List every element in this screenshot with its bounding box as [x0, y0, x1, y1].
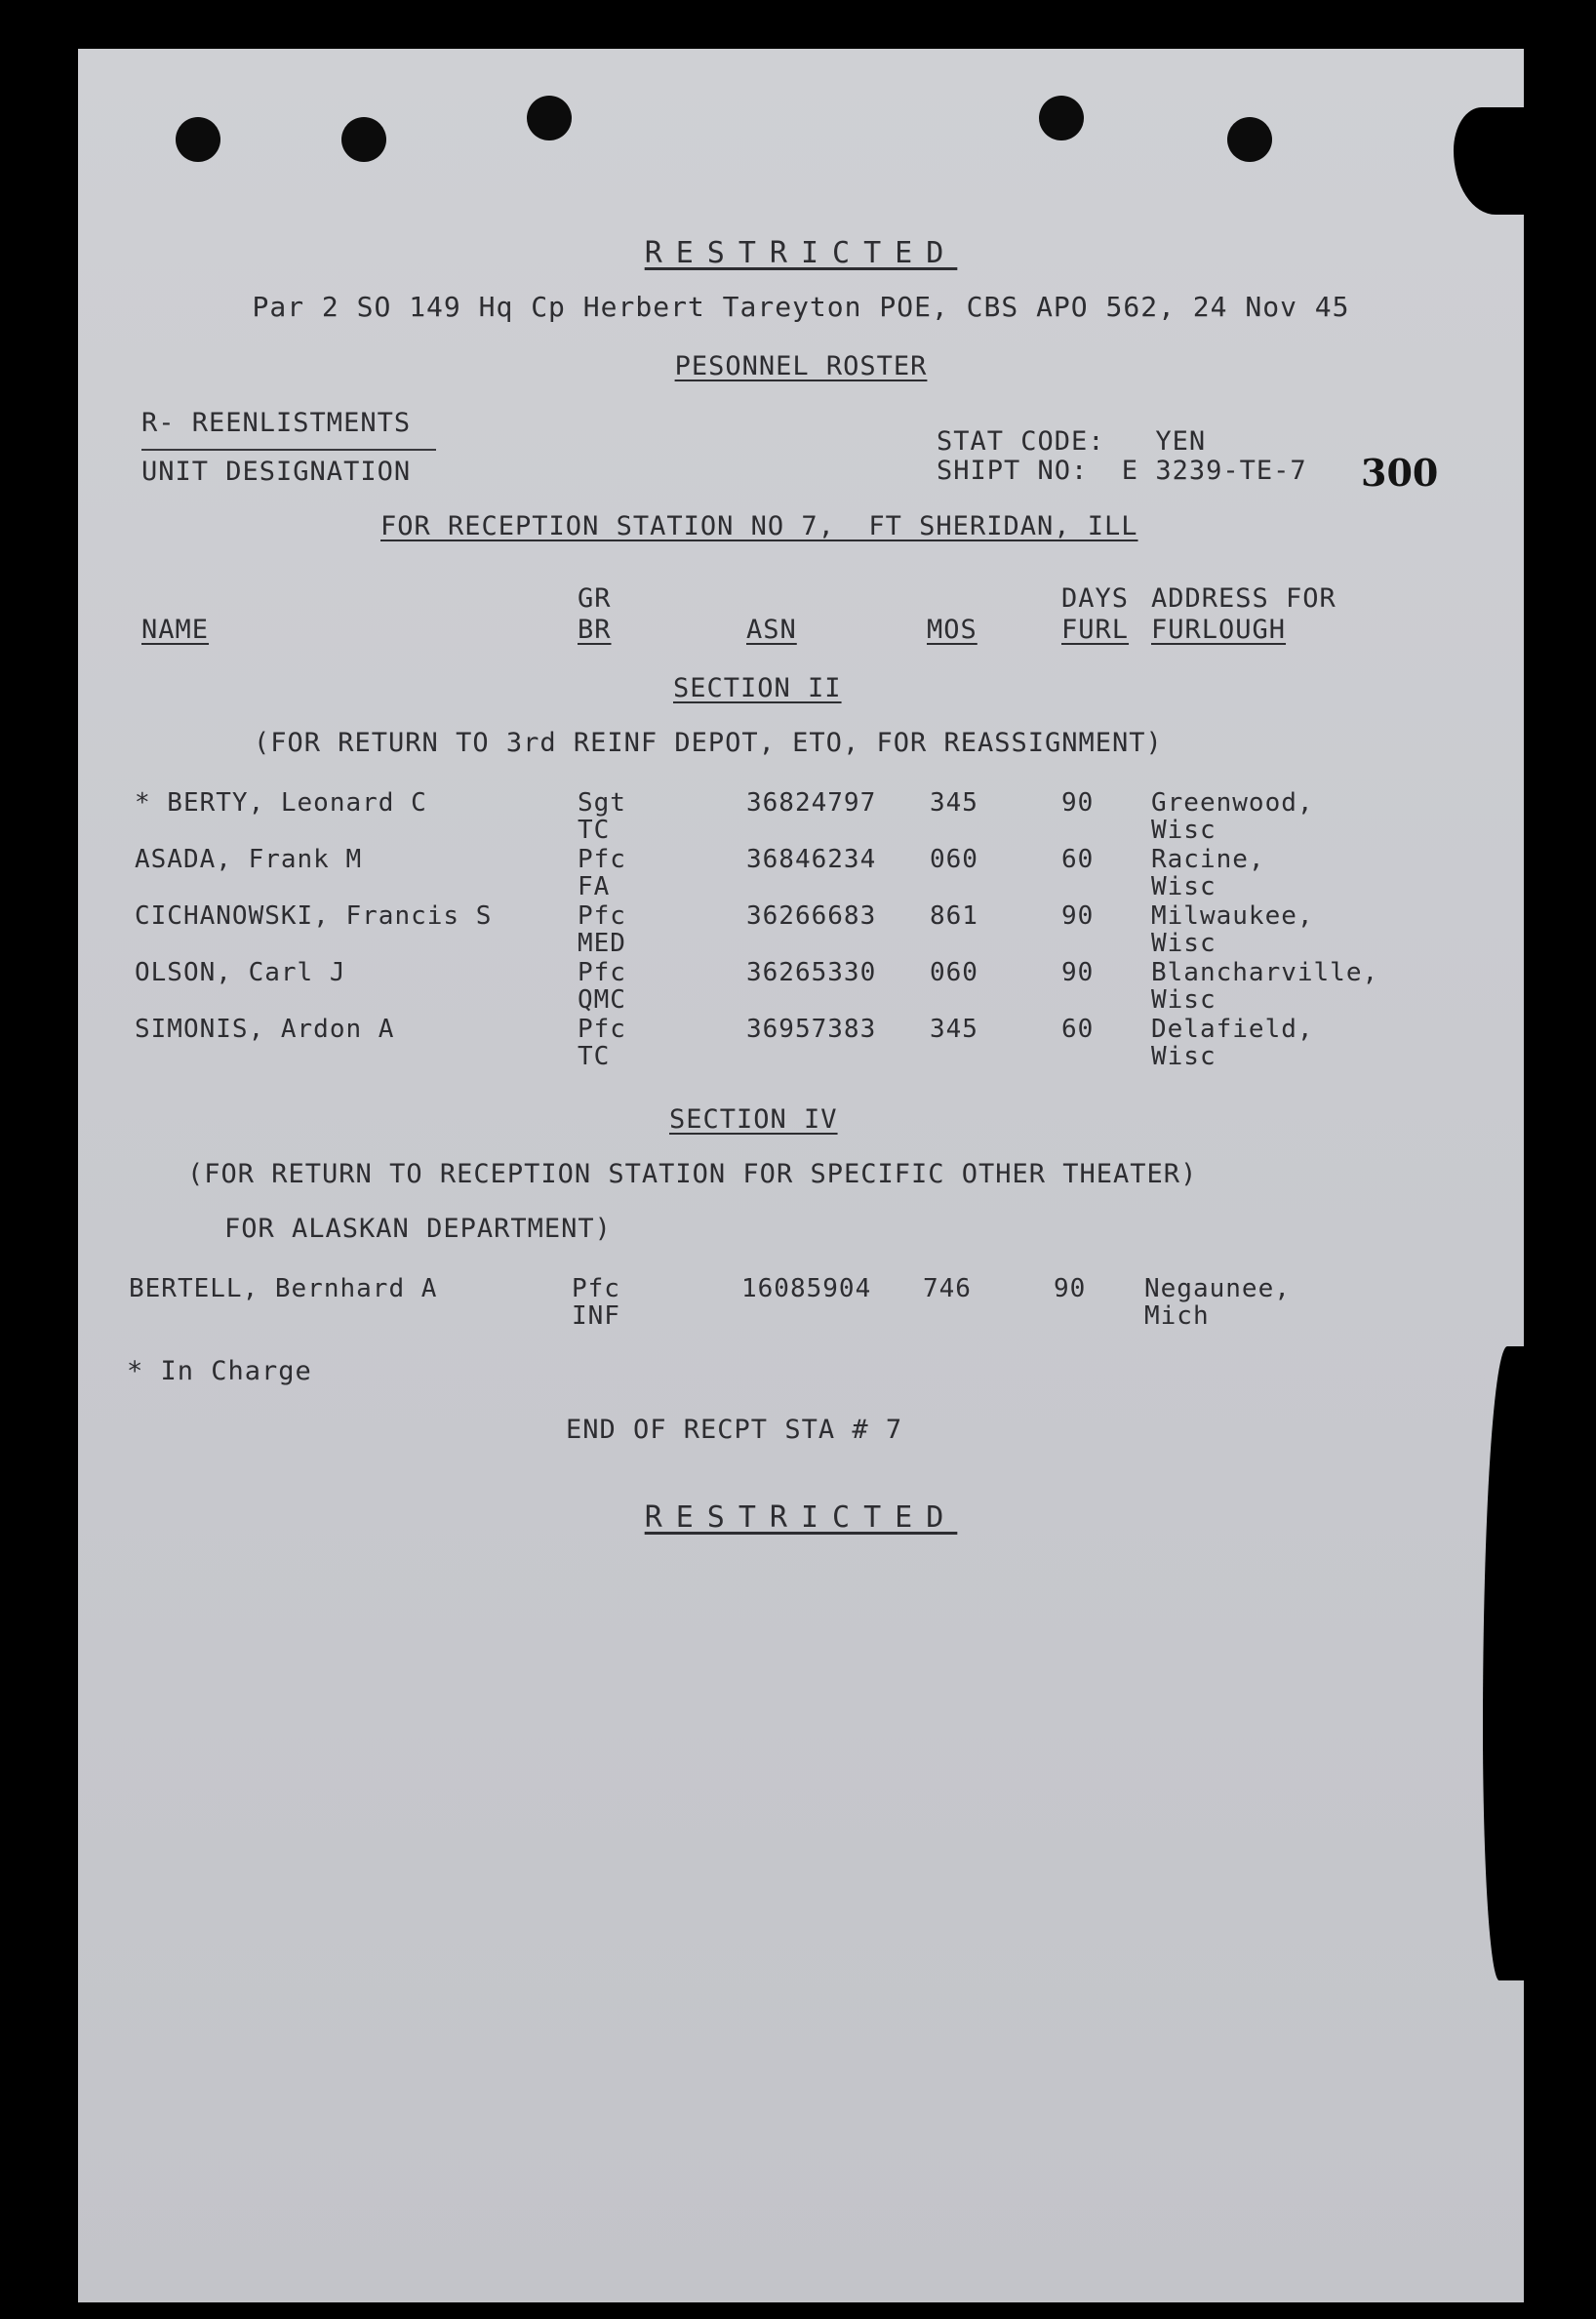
- unit-divider: [141, 449, 436, 451]
- row-branch: FA: [578, 872, 611, 901]
- row-grade: Pfc: [578, 958, 626, 987]
- row-name: BERTELL, Bernhard A: [129, 1274, 438, 1303]
- col-name: NAME: [141, 615, 210, 645]
- row-city: Milwaukee,: [1151, 901, 1314, 931]
- classification-footer: RESTRICTED: [644, 1500, 958, 1535]
- row-branch: INF: [572, 1301, 620, 1331]
- row-asn: 36265330: [746, 958, 877, 987]
- row-asn: 16085904: [741, 1274, 872, 1303]
- row-mos: 060: [930, 958, 978, 987]
- row-asn: 36266683: [746, 901, 877, 931]
- row-city: Racine,: [1151, 845, 1265, 874]
- row-city: Blancharville,: [1151, 958, 1379, 987]
- unit-designation-label: UNIT DESIGNATION: [141, 457, 412, 487]
- row-days: 90: [1061, 788, 1095, 818]
- col-asn: ASN: [746, 615, 797, 645]
- destination-line: FOR RECEPTION STATION NO 7, FT SHERIDAN, ILL: [380, 511, 1138, 541]
- row-mos: 861: [930, 901, 978, 931]
- section-ii-subtitle: (FOR RETURN TO 3rd REINF DEPOT, ETO, FOR REASSIGNMENT): [254, 728, 1163, 758]
- col-grade-top: GR: [578, 583, 612, 614]
- document-page: [78, 49, 1524, 2302]
- row-branch: QMC: [578, 985, 626, 1015]
- row-state: Wisc: [1151, 872, 1217, 901]
- punch-hole-center-left: [527, 96, 572, 140]
- row-state: Wisc: [1151, 929, 1217, 958]
- row-name: * BERTY, Leonard C: [135, 788, 427, 818]
- row-state: Wisc: [1151, 816, 1217, 845]
- row-mos: 060: [930, 845, 978, 874]
- col-grade-bottom: BR: [578, 615, 612, 645]
- row-state: Wisc: [1151, 1042, 1217, 1071]
- row-mos: 345: [930, 788, 978, 818]
- shipment-number: SHIPT NO: E 3239-TE-7: [937, 456, 1307, 486]
- row-grade: Pfc: [578, 845, 626, 874]
- row-asn: 36957383: [746, 1015, 877, 1044]
- col-days-top: DAYS: [1061, 583, 1130, 614]
- row-grade: Pfc: [578, 1015, 626, 1044]
- punch-hole-left-2: [341, 117, 386, 162]
- row-grade: Sgt: [578, 788, 626, 818]
- stat-code: STAT CODE: YEN: [937, 426, 1207, 457]
- col-days-bottom: FURL: [1061, 615, 1130, 645]
- row-branch: TC: [578, 816, 611, 845]
- row-days: 90: [1061, 958, 1095, 987]
- punch-hole-center-right: [1039, 96, 1084, 140]
- section-iv-subtitle-2: FOR ALASKAN DEPARTMENT): [224, 1214, 612, 1244]
- row-name: OLSON, Carl J: [135, 958, 346, 987]
- row-days: 90: [1054, 1274, 1087, 1303]
- row-days: 60: [1061, 1015, 1095, 1044]
- row-grade: Pfc: [578, 901, 626, 931]
- stamp-number: 300: [1361, 451, 1439, 495]
- punch-hole-left-1: [176, 117, 220, 162]
- classification-header: RESTRICTED: [644, 236, 958, 270]
- row-asn: 36824797: [746, 788, 877, 818]
- section-ii-title: SECTION II: [673, 673, 842, 703]
- row-name: SIMONIS, Ardon A: [135, 1015, 395, 1044]
- section-iv-title: SECTION IV: [669, 1104, 838, 1135]
- row-days: 60: [1061, 845, 1095, 874]
- row-name: CICHANOWSKI, Francis S: [135, 901, 493, 931]
- row-mos: 746: [923, 1274, 972, 1303]
- row-city: Greenwood,: [1151, 788, 1314, 818]
- punch-hole-right: [1227, 117, 1272, 162]
- row-branch: TC: [578, 1042, 611, 1071]
- col-address-top: ADDRESS FOR: [1151, 583, 1337, 614]
- row-branch: MED: [578, 929, 626, 958]
- order-line: Par 2 SO 149 Hq Cp Herbert Tareyton POE, CBS APO 562, 24 Nov 45: [252, 291, 1350, 323]
- end-line: END OF RECPT STA # 7: [566, 1415, 903, 1445]
- row-state: Wisc: [1151, 985, 1217, 1015]
- roster-title: PESONNEL ROSTER: [674, 351, 928, 381]
- row-asn: 36846234: [746, 845, 877, 874]
- row-name: ASADA, Frank M: [135, 845, 363, 874]
- section-iv-subtitle: (FOR RETURN TO RECEPTION STATION FOR SPECIFIC OTHER THEATER): [187, 1159, 1198, 1189]
- row-mos: 345: [930, 1015, 978, 1044]
- in-charge-note: * In Charge: [127, 1356, 312, 1386]
- col-mos: MOS: [927, 615, 978, 645]
- row-city: Negaunee,: [1144, 1274, 1291, 1303]
- row-days: 90: [1061, 901, 1095, 931]
- row-state: Mich: [1144, 1301, 1210, 1331]
- row-grade: Pfc: [572, 1274, 620, 1303]
- col-address-bottom: FURLOUGH: [1151, 615, 1287, 645]
- torn-edge-right: [1483, 1346, 1524, 1980]
- torn-edge-top-right: [1454, 107, 1524, 215]
- unit-code-label: R- REENLISTMENTS: [141, 408, 412, 438]
- row-city: Delafield,: [1151, 1015, 1314, 1044]
